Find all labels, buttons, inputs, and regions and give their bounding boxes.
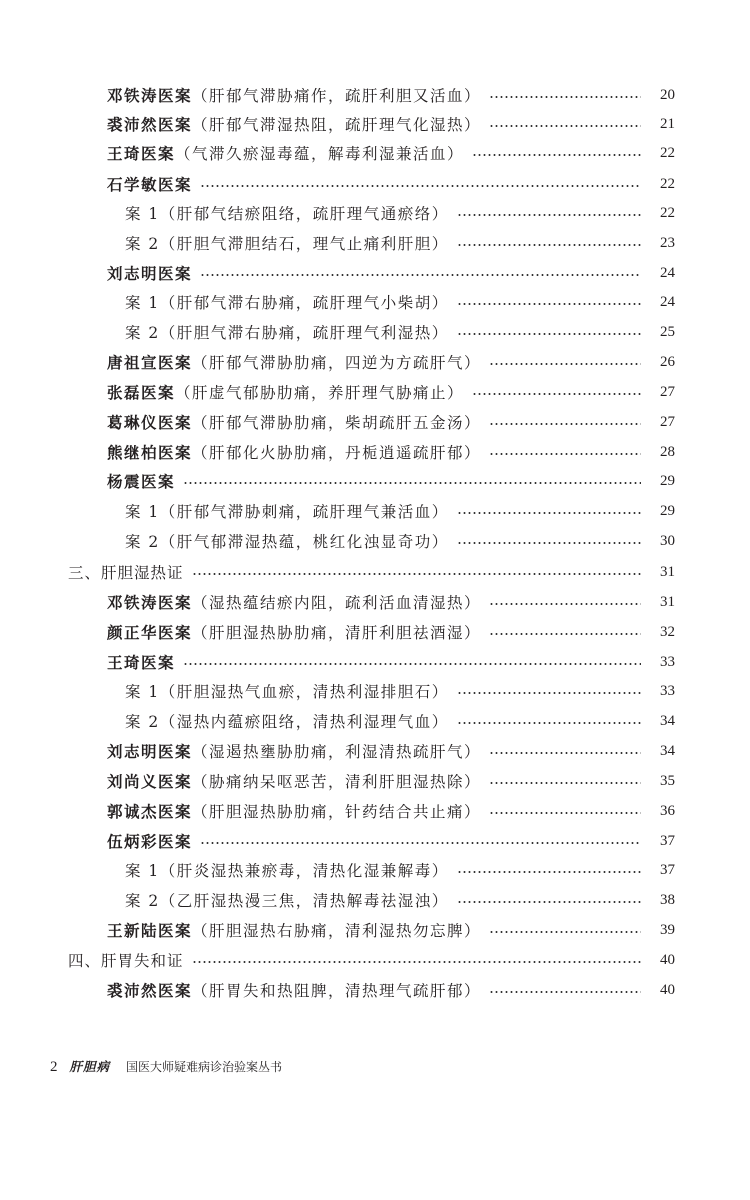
- dot-leader: [457, 542, 641, 544]
- doctor-name: 颜正华医案: [107, 623, 193, 642]
- toc-entry-title: [107, 441, 481, 463]
- dot-leader: [457, 512, 641, 514]
- toc-entry-title: [107, 142, 464, 164]
- case-summary: （肝胃失和热阻脾，清热理气疏肝郁）: [192, 982, 482, 1000]
- toc-page-number: 29: [660, 502, 675, 519]
- toc-doctor-entry[interactable]: [0, 826, 750, 856]
- toc-doctor-entry[interactable]: [0, 138, 750, 168]
- page-footer: [50, 1057, 282, 1076]
- dot-leader: [489, 363, 641, 365]
- toc-case-entry[interactable]: [0, 496, 750, 526]
- toc-case-entry[interactable]: [0, 287, 750, 317]
- toc-doctor-entry[interactable]: [0, 587, 750, 617]
- toc-page-number: 36: [660, 802, 675, 819]
- dot-leader: [457, 333, 641, 335]
- toc-entry-title: [107, 84, 481, 106]
- dot-leader: [457, 303, 641, 305]
- toc-page-number: 29: [660, 472, 675, 489]
- case-summary: （湿热蕴结瘀内阻，疏利活血清湿热）: [192, 594, 482, 612]
- toc-page-number: 33: [660, 682, 675, 699]
- dot-leader: [489, 125, 641, 127]
- toc-entry-title: [107, 651, 175, 673]
- toc-page-number: 34: [660, 712, 675, 729]
- doctor-name: 张磊医案: [107, 383, 176, 402]
- case-label: 案 2: [125, 892, 160, 910]
- doctor-name: 刘志明医案: [107, 742, 193, 761]
- toc-entry-title: [107, 381, 464, 403]
- toc-entry-title: [107, 262, 192, 284]
- case-label: 案 1: [125, 294, 160, 312]
- dot-leader: [457, 871, 641, 873]
- toc-entry-title: [125, 232, 449, 254]
- toc-case-entry[interactable]: [0, 198, 750, 228]
- case-summary: （肝郁气滞胁肋痛，四逆为方疏肝气）: [192, 354, 482, 372]
- doctor-name: 王琦医案: [107, 144, 176, 163]
- dot-leader: [457, 901, 641, 903]
- doctor-name: 邓铁涛医案: [107, 593, 193, 612]
- toc-page-number: 31: [660, 593, 675, 610]
- case-summary: （气滞久瘀湿毒蕴，解毒利湿兼活血）: [175, 145, 465, 163]
- section-title: 四、肝胃失和证: [68, 952, 184, 970]
- doctor-name: 伍炳彩医案: [107, 832, 193, 851]
- footer-series-title: 国医大师疑难病诊治验案丛书: [126, 1060, 283, 1074]
- toc-doctor-entry[interactable]: [0, 975, 750, 1005]
- dot-leader: [489, 752, 641, 754]
- toc-entry-title: [107, 411, 481, 433]
- dot-leader: [457, 214, 641, 216]
- case-label: 案 1: [125, 205, 160, 223]
- toc-page-number: 34: [660, 742, 675, 759]
- toc-entry-title: [107, 800, 481, 822]
- doctor-name: 杨震医案: [107, 472, 176, 491]
- dot-leader: [472, 154, 641, 156]
- case-summary: （乙肝湿热漫三焦，清热解毒祛湿浊）: [159, 892, 449, 910]
- dot-leader: [183, 663, 641, 665]
- toc-page-number: 21: [660, 115, 675, 132]
- case-label: 案 1: [125, 683, 160, 701]
- case-summary: （胁痛纳呆呕恶苦，清利肝胆湿热除）: [192, 773, 482, 791]
- toc-page-number: 24: [660, 293, 675, 310]
- toc-page-number: 39: [660, 921, 675, 938]
- toc-doctor-entry[interactable]: [0, 647, 750, 677]
- case-summary: （肝胆气滞右胁痛，疏肝理气利湿热）: [159, 324, 449, 342]
- toc-page-number: 27: [660, 383, 675, 400]
- case-summary: （湿热内蕴瘀阻络，清热利湿理气血）: [159, 713, 449, 731]
- toc-page-number: 37: [660, 861, 675, 878]
- dot-leader: [200, 842, 641, 844]
- toc-entry-title: [107, 919, 481, 941]
- doctor-name: 王琦医案: [107, 653, 176, 672]
- doctor-name: 唐祖宣医案: [107, 353, 193, 372]
- doctor-name: 熊继柏医案: [107, 443, 193, 462]
- toc-entry-title: [107, 470, 175, 492]
- toc-case-entry[interactable]: [0, 855, 750, 885]
- toc-entry-title: [107, 591, 481, 613]
- dot-leader: [489, 423, 641, 425]
- toc-doctor-entry[interactable]: [0, 915, 750, 945]
- toc-page-number: 22: [660, 175, 675, 192]
- case-label: 案 2: [125, 235, 160, 253]
- section-title: 三、肝胆湿热证: [68, 564, 184, 582]
- doctor-name: 裘沛然医案: [107, 981, 193, 1000]
- toc-doctor-entry[interactable]: [0, 466, 750, 496]
- toc-page-number: 22: [660, 144, 675, 161]
- toc-entry-title: [125, 710, 449, 732]
- toc-entry-title: [107, 740, 481, 762]
- toc-doctor-entry[interactable]: [0, 437, 750, 467]
- toc-entry-title: [107, 351, 481, 373]
- toc-page-number: 20: [660, 86, 675, 103]
- dot-leader: [489, 782, 641, 784]
- case-summary: （肝胆气滞胆结石，理气止痛利肝胆）: [159, 235, 449, 253]
- dot-leader: [489, 633, 641, 635]
- case-summary: （肝郁气滞胁痛作，疏肝利胆又活血）: [192, 87, 482, 105]
- doctor-name: 郭诚杰医案: [107, 802, 193, 821]
- dot-leader: [200, 185, 641, 187]
- toc-doctor-entry[interactable]: [0, 169, 750, 199]
- toc-case-entry[interactable]: [0, 676, 750, 706]
- toc-section-heading[interactable]: [0, 945, 750, 975]
- dot-leader: [489, 96, 641, 98]
- toc-doctor-entry[interactable]: [0, 258, 750, 288]
- dot-leader: [489, 931, 641, 933]
- toc-doctor-entry[interactable]: [0, 766, 750, 796]
- dot-leader: [472, 393, 641, 395]
- case-summary: （肝炎湿热兼瘀毒，清热化湿兼解毒）: [159, 862, 449, 880]
- case-summary: （肝郁气滞胁肋痛，柴胡疏肝五金汤）: [192, 414, 482, 432]
- toc-case-entry[interactable]: [0, 526, 750, 556]
- toc-entry-title: [125, 321, 449, 343]
- toc-page-number: 27: [660, 413, 675, 430]
- toc-section-heading[interactable]: [0, 557, 750, 587]
- toc-entry-title: [125, 500, 449, 522]
- toc-case-entry[interactable]: [0, 228, 750, 258]
- doctor-name: 刘尚义医案: [107, 772, 193, 791]
- doctor-name: 邓铁涛医案: [107, 86, 193, 105]
- toc-page-number: 28: [660, 443, 675, 460]
- dot-leader: [457, 692, 641, 694]
- case-summary: （肝胆湿热气血瘀，清热利湿排胆石）: [159, 683, 449, 701]
- toc-page-number: 31: [660, 563, 675, 580]
- dot-leader: [200, 274, 641, 276]
- dot-leader: [457, 244, 641, 246]
- toc-doctor-entry[interactable]: [0, 109, 750, 139]
- case-summary: （肝虚气郁胁肋痛，养肝理气胁痛止）: [175, 384, 465, 402]
- doctor-name: 葛琳仪医案: [107, 413, 193, 432]
- toc-page-number: 37: [660, 832, 675, 849]
- toc-entry-title: [125, 680, 449, 702]
- toc-doctor-entry[interactable]: [0, 377, 750, 407]
- toc-page-number: 40: [660, 981, 675, 998]
- case-summary: （湿遏热壅胁肋痛，利湿清热疏肝气）: [192, 743, 482, 761]
- toc-case-entry[interactable]: [0, 317, 750, 347]
- toc-page-number: 33: [660, 653, 675, 670]
- toc-entry-title: [107, 770, 481, 792]
- dot-leader: [192, 961, 641, 963]
- toc-doctor-entry[interactable]: [0, 617, 750, 647]
- toc-page-number: 24: [660, 264, 675, 281]
- toc-doctor-entry[interactable]: [0, 80, 750, 110]
- dot-leader: [192, 573, 641, 575]
- toc-entry-title: [125, 530, 449, 552]
- toc-entry-title: [125, 291, 449, 313]
- toc-entry-title: [125, 859, 449, 881]
- case-summary: （肝胆湿热胁肋痛，清肝利胆祛酒湿）: [192, 624, 482, 642]
- toc-page-number: 22: [660, 204, 675, 221]
- toc-page-number: 40: [660, 951, 675, 968]
- toc-page-number: 23: [660, 234, 675, 251]
- toc-doctor-entry[interactable]: [0, 796, 750, 826]
- dot-leader: [489, 453, 641, 455]
- case-summary: （肝郁气结瘀阻络，疏肝理气通瘀络）: [159, 205, 449, 223]
- toc-entry-title: [107, 173, 192, 195]
- toc-entry-title: [107, 621, 481, 643]
- toc-page-number: 35: [660, 772, 675, 789]
- case-summary: （肝郁气滞右胁痛，疏肝理气小柴胡）: [159, 294, 449, 312]
- case-label: 案 1: [125, 503, 160, 521]
- toc-entry-title: [68, 561, 184, 583]
- toc-entry-title: [107, 113, 481, 135]
- dot-leader: [457, 722, 641, 724]
- toc-page-number: 25: [660, 323, 675, 340]
- toc-page-number: 32: [660, 623, 675, 640]
- doctor-name: 王新陆医案: [107, 921, 193, 940]
- case-summary: （肝郁化火胁肋痛，丹栀逍遥疏肝郁）: [192, 444, 482, 462]
- footer-page-number: 2: [50, 1059, 58, 1075]
- dot-leader: [489, 991, 641, 993]
- toc-doctor-entry[interactable]: [0, 407, 750, 437]
- toc-entry-title: [125, 889, 449, 911]
- case-label: 案 2: [125, 324, 160, 342]
- doctor-name: 裘沛然医案: [107, 115, 193, 134]
- case-label: 案 2: [125, 533, 160, 551]
- toc-doctor-entry[interactable]: [0, 347, 750, 377]
- case-summary: （肝胆湿热胁肋痛，针药结合共止痛）: [192, 803, 482, 821]
- case-summary: （肝郁气滞胁刺痛，疏肝理气兼活血）: [159, 503, 449, 521]
- footer-book-title: 肝胆病: [69, 1059, 111, 1074]
- dot-leader: [183, 482, 641, 484]
- toc-entry-title: [107, 830, 192, 852]
- dot-leader: [489, 603, 641, 605]
- doctor-name: 石学敏医案: [107, 175, 193, 194]
- case-summary: （肝胆湿热右胁痛，清利湿热勿忘脾）: [192, 922, 482, 940]
- toc-page-number: 30: [660, 532, 675, 549]
- case-label: 案 2: [125, 713, 160, 731]
- case-summary: （肝气郁滞湿热蕴，桃红化浊显奇功）: [159, 533, 449, 551]
- toc-case-entry[interactable]: [0, 706, 750, 736]
- case-label: 案 1: [125, 862, 160, 880]
- toc-doctor-entry[interactable]: [0, 736, 750, 766]
- toc-case-entry[interactable]: [0, 885, 750, 915]
- toc-entry-title: [68, 949, 184, 971]
- case-summary: （肝郁气滞湿热阻，疏肝理气化湿热）: [192, 116, 482, 134]
- toc-page-number: 38: [660, 891, 675, 908]
- dot-leader: [489, 812, 641, 814]
- toc-page-number: 26: [660, 353, 675, 370]
- toc-entry-title: [125, 202, 449, 224]
- toc-entry-title: [107, 979, 481, 1001]
- doctor-name: 刘志明医案: [107, 264, 193, 283]
